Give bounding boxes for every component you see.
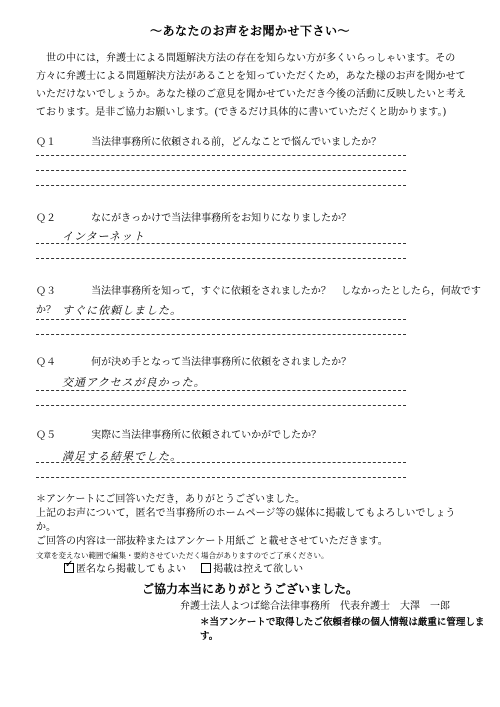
question-text: なにがきっかけで当法律事務所をお知りになりましたか？ — [91, 213, 352, 224]
intro-paragraph: 世の中には，弁護士による問題解決方法の存在を知らない方が多くいらっしゃいます。その方々に弁護士による問題解決方法があることを知っていただくため，あなた様のお声を聞かせていただけないでしょうか。あなた様のご意見を聞かせていただき今後の活動に反映したいと考えております。是非ご協力お願いします。(できるだけ具体的に書いていただくと助かります。) — [36, 53, 466, 118]
handwritten-answer: すぐに依頼しました。 — [62, 304, 182, 317]
question-2 — [36, 206, 351, 225]
checkbox-checked[interactable] — [64, 563, 74, 573]
signature: 弁護士法人よつば総合法律事務所 代表弁護士 大澤 一郎 — [180, 601, 450, 612]
handwritten-answer: 交通アクセスが良かった。 — [62, 376, 206, 389]
footer-thanks-line: ＊アンケートにご回答いただき，ありがとうございました。 — [36, 494, 305, 505]
handwritten-answer: 満足する結果でした。 — [62, 450, 182, 463]
answer-line — [36, 390, 406, 391]
answer-line — [36, 477, 406, 478]
question-5 — [36, 423, 321, 442]
answer-line — [36, 170, 406, 171]
answer-line — [36, 319, 406, 320]
privacy-note: ＊当アンケートで取得したご依頼者様の個人情報は厳重に管理します。 — [200, 617, 485, 642]
question-text: 当法律事務所に依頼される前，どんなことで悩んでいましたか？ — [91, 137, 382, 148]
question-text: 実際に当法律事務所に依頼されていかがでしたか？ — [91, 430, 322, 441]
option-decline[interactable]: 掲載は控えて欲しい — [201, 564, 303, 575]
footer-content-line: ご回答の内容は一部抜粋またはアンケート用紙ご と載せさせていただきます。 — [36, 536, 388, 547]
question-number: Ｑ３ — [36, 286, 56, 297]
checkbox-unchecked[interactable] — [201, 563, 211, 573]
answer-line — [36, 405, 406, 406]
answer-line — [36, 258, 406, 259]
handwritten-answer: インターネット — [62, 230, 146, 243]
question-text: 何が決め手となって当法律事務所に依頼をされましたか？ — [91, 357, 352, 368]
answer-line — [36, 185, 406, 186]
option-anonymous[interactable]: ✓匿名なら掲載してもよい — [64, 564, 189, 575]
thanks-heading: ご協力本当にありがとうございました。 — [141, 582, 358, 596]
consent-options — [64, 560, 303, 575]
page-title: ～あなたのお声をお聞かせ下さい～ — [149, 24, 350, 38]
question-4 — [36, 350, 351, 369]
question-number: Ｑ４ — [36, 357, 56, 368]
question-text: 当法律事務所を知って，すぐに依頼をされましたか？ しなかったとしたら，何故ですか？ — [36, 286, 481, 316]
question-number: Ｑ５ — [36, 430, 56, 441]
answer-line — [36, 462, 406, 463]
footer-block — [36, 493, 468, 563]
footer-permission-line: 上記のお声について，匿名で当事務所のホームページ等の媒体に掲載してもよろしいでしょうか。 — [36, 508, 456, 533]
question-number: Ｑ２ — [36, 213, 56, 224]
answer-line — [36, 334, 406, 335]
question-number: Ｑ１ — [36, 137, 56, 148]
answer-line — [36, 243, 406, 244]
question-1 — [36, 130, 381, 149]
footer-small-note: 文章を変えない範囲で編集・要約させていただく場合がありますのでご了承ください。 — [36, 551, 329, 560]
answer-line — [36, 155, 406, 156]
